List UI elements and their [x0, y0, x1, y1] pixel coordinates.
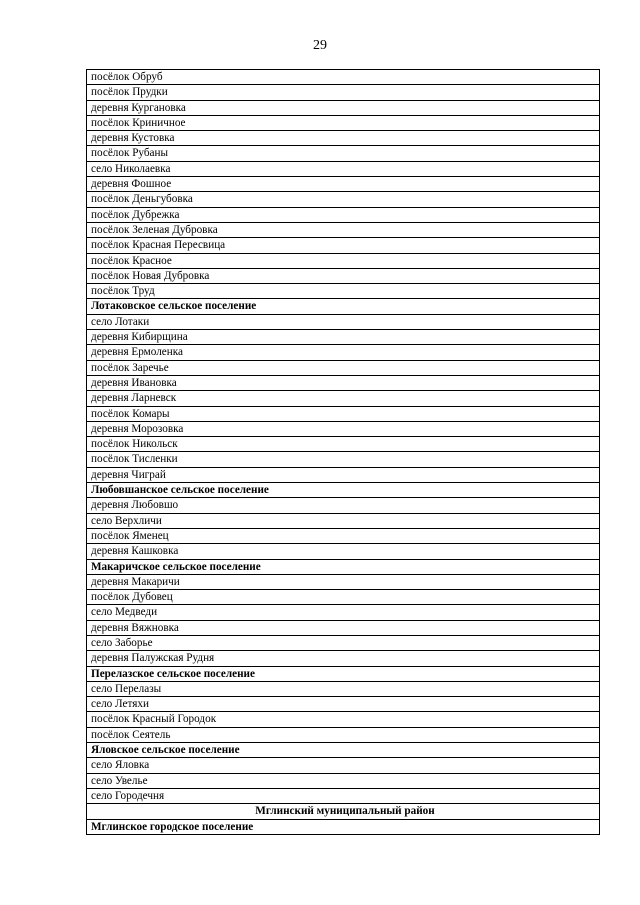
settlement-cell: посёлок Яменец [87, 528, 600, 543]
table-row [87, 574, 600, 589]
settlement-group-title: Лотаковское сельское поселение [87, 299, 600, 314]
settlement-cell: село Яловка [87, 758, 600, 773]
table-row [87, 268, 600, 283]
table-row [87, 635, 600, 650]
settlement-cell: деревня Кибирщина [87, 330, 600, 345]
district-title: Мглинский муниципальный район [87, 804, 600, 819]
settlement-cell: посёлок Никольск [87, 437, 600, 452]
settlement-cell: посёлок Комары [87, 406, 600, 421]
table-row [87, 498, 600, 513]
table-row [87, 100, 600, 115]
table-row [87, 314, 600, 329]
section-header-row [87, 559, 600, 574]
table-row [87, 712, 600, 727]
settlement-cell: деревня Кургановка [87, 100, 600, 115]
table-row [87, 146, 600, 161]
page-number: 29 [313, 38, 327, 53]
settlement-cell: посёлок Красное [87, 253, 600, 268]
settlement-cell: село Увелье [87, 773, 600, 788]
table-row [87, 773, 600, 788]
table-row [87, 391, 600, 406]
table-row [87, 207, 600, 222]
settlement-cell: село Николаевка [87, 161, 600, 176]
settlement-group-title: Яловское сельское поселение [87, 743, 600, 758]
settlement-cell: посёлок Прудки [87, 85, 600, 100]
settlement-cell: посёлок Новая Дубровка [87, 268, 600, 283]
settlement-cell: посёлок Красный Городок [87, 712, 600, 727]
settlement-cell: посёлок Красная Пересвица [87, 238, 600, 253]
table-row [87, 452, 600, 467]
table-row [87, 605, 600, 620]
district-header-row [87, 804, 600, 819]
section-header-row [87, 666, 600, 681]
table-row [87, 620, 600, 635]
table-row [87, 727, 600, 742]
table-row [87, 544, 600, 559]
section-header-row [87, 819, 600, 834]
settlement-cell: село Летяхи [87, 697, 600, 712]
table-row [87, 528, 600, 543]
table-row [87, 161, 600, 176]
table-row [87, 115, 600, 130]
settlement-cell: деревня Ермоленка [87, 345, 600, 360]
table-row [87, 697, 600, 712]
table-row [87, 360, 600, 375]
settlement-cell: село Заборье [87, 635, 600, 650]
settlement-cell: деревня Кустовка [87, 131, 600, 146]
section-header-row [87, 299, 600, 314]
table-row [87, 284, 600, 299]
settlement-cell: посёлок Деньгубовка [87, 192, 600, 207]
settlement-cell: посёлок Сеятель [87, 727, 600, 742]
settlement-cell: деревня Морозовка [87, 421, 600, 436]
settlement-cell: посёлок Обруб [87, 70, 600, 85]
settlement-cell: село Медведи [87, 605, 600, 620]
table-row [87, 513, 600, 528]
settlement-cell: деревня Чиграй [87, 467, 600, 482]
table-row [87, 177, 600, 192]
table-row [87, 192, 600, 207]
settlement-cell: село Лотаки [87, 314, 600, 329]
settlement-group-title: Любовшанское сельское поселение [87, 483, 600, 498]
settlement-cell: деревня Фошное [87, 177, 600, 192]
settlement-cell: село Городечня [87, 788, 600, 803]
settlement-cell: посёлок Рубаны [87, 146, 600, 161]
table-row [87, 421, 600, 436]
settlement-cell: деревня Вяжновка [87, 620, 600, 635]
table-row [87, 437, 600, 452]
settlement-cell: посёлок Заречье [87, 360, 600, 375]
table-row [87, 375, 600, 390]
table-row [87, 467, 600, 482]
settlements-table-body [87, 70, 600, 835]
settlement-cell: деревня Кашковка [87, 544, 600, 559]
settlement-cell: посёлок Криничное [87, 115, 600, 130]
section-header-row [87, 743, 600, 758]
table-row [87, 651, 600, 666]
settlement-group-title: Макаричское сельское поселение [87, 559, 600, 574]
settlement-group-title: Мглинское городское поселение [87, 819, 600, 834]
settlement-cell: деревня Любовшо [87, 498, 600, 513]
settlement-cell: деревня Ларневск [87, 391, 600, 406]
settlement-cell: посёлок Дубовец [87, 590, 600, 605]
table-row [87, 681, 600, 696]
table-row [87, 330, 600, 345]
section-header-row [87, 483, 600, 498]
table-row [87, 758, 600, 773]
table-row [87, 788, 600, 803]
settlements-table [86, 69, 600, 835]
settlement-group-title: Перелазское сельское поселение [87, 666, 600, 681]
table-row [87, 85, 600, 100]
table-row [87, 345, 600, 360]
settlement-cell: деревня Палужская Рудня [87, 651, 600, 666]
settlement-cell: посёлок Труд [87, 284, 600, 299]
settlement-cell: село Перелазы [87, 681, 600, 696]
table-row [87, 406, 600, 421]
settlement-cell: посёлок Зеленая Дубровка [87, 222, 600, 237]
table-row [87, 590, 600, 605]
settlement-cell: посёлок Дубрежка [87, 207, 600, 222]
table-row [87, 253, 600, 268]
settlement-cell: село Верхличи [87, 513, 600, 528]
table-row [87, 70, 600, 85]
table-row [87, 222, 600, 237]
settlement-cell: посёлок Тисленки [87, 452, 600, 467]
table-row [87, 238, 600, 253]
table-row [87, 131, 600, 146]
settlement-cell: деревня Макаричи [87, 574, 600, 589]
settlement-cell: деревня Ивановка [87, 375, 600, 390]
